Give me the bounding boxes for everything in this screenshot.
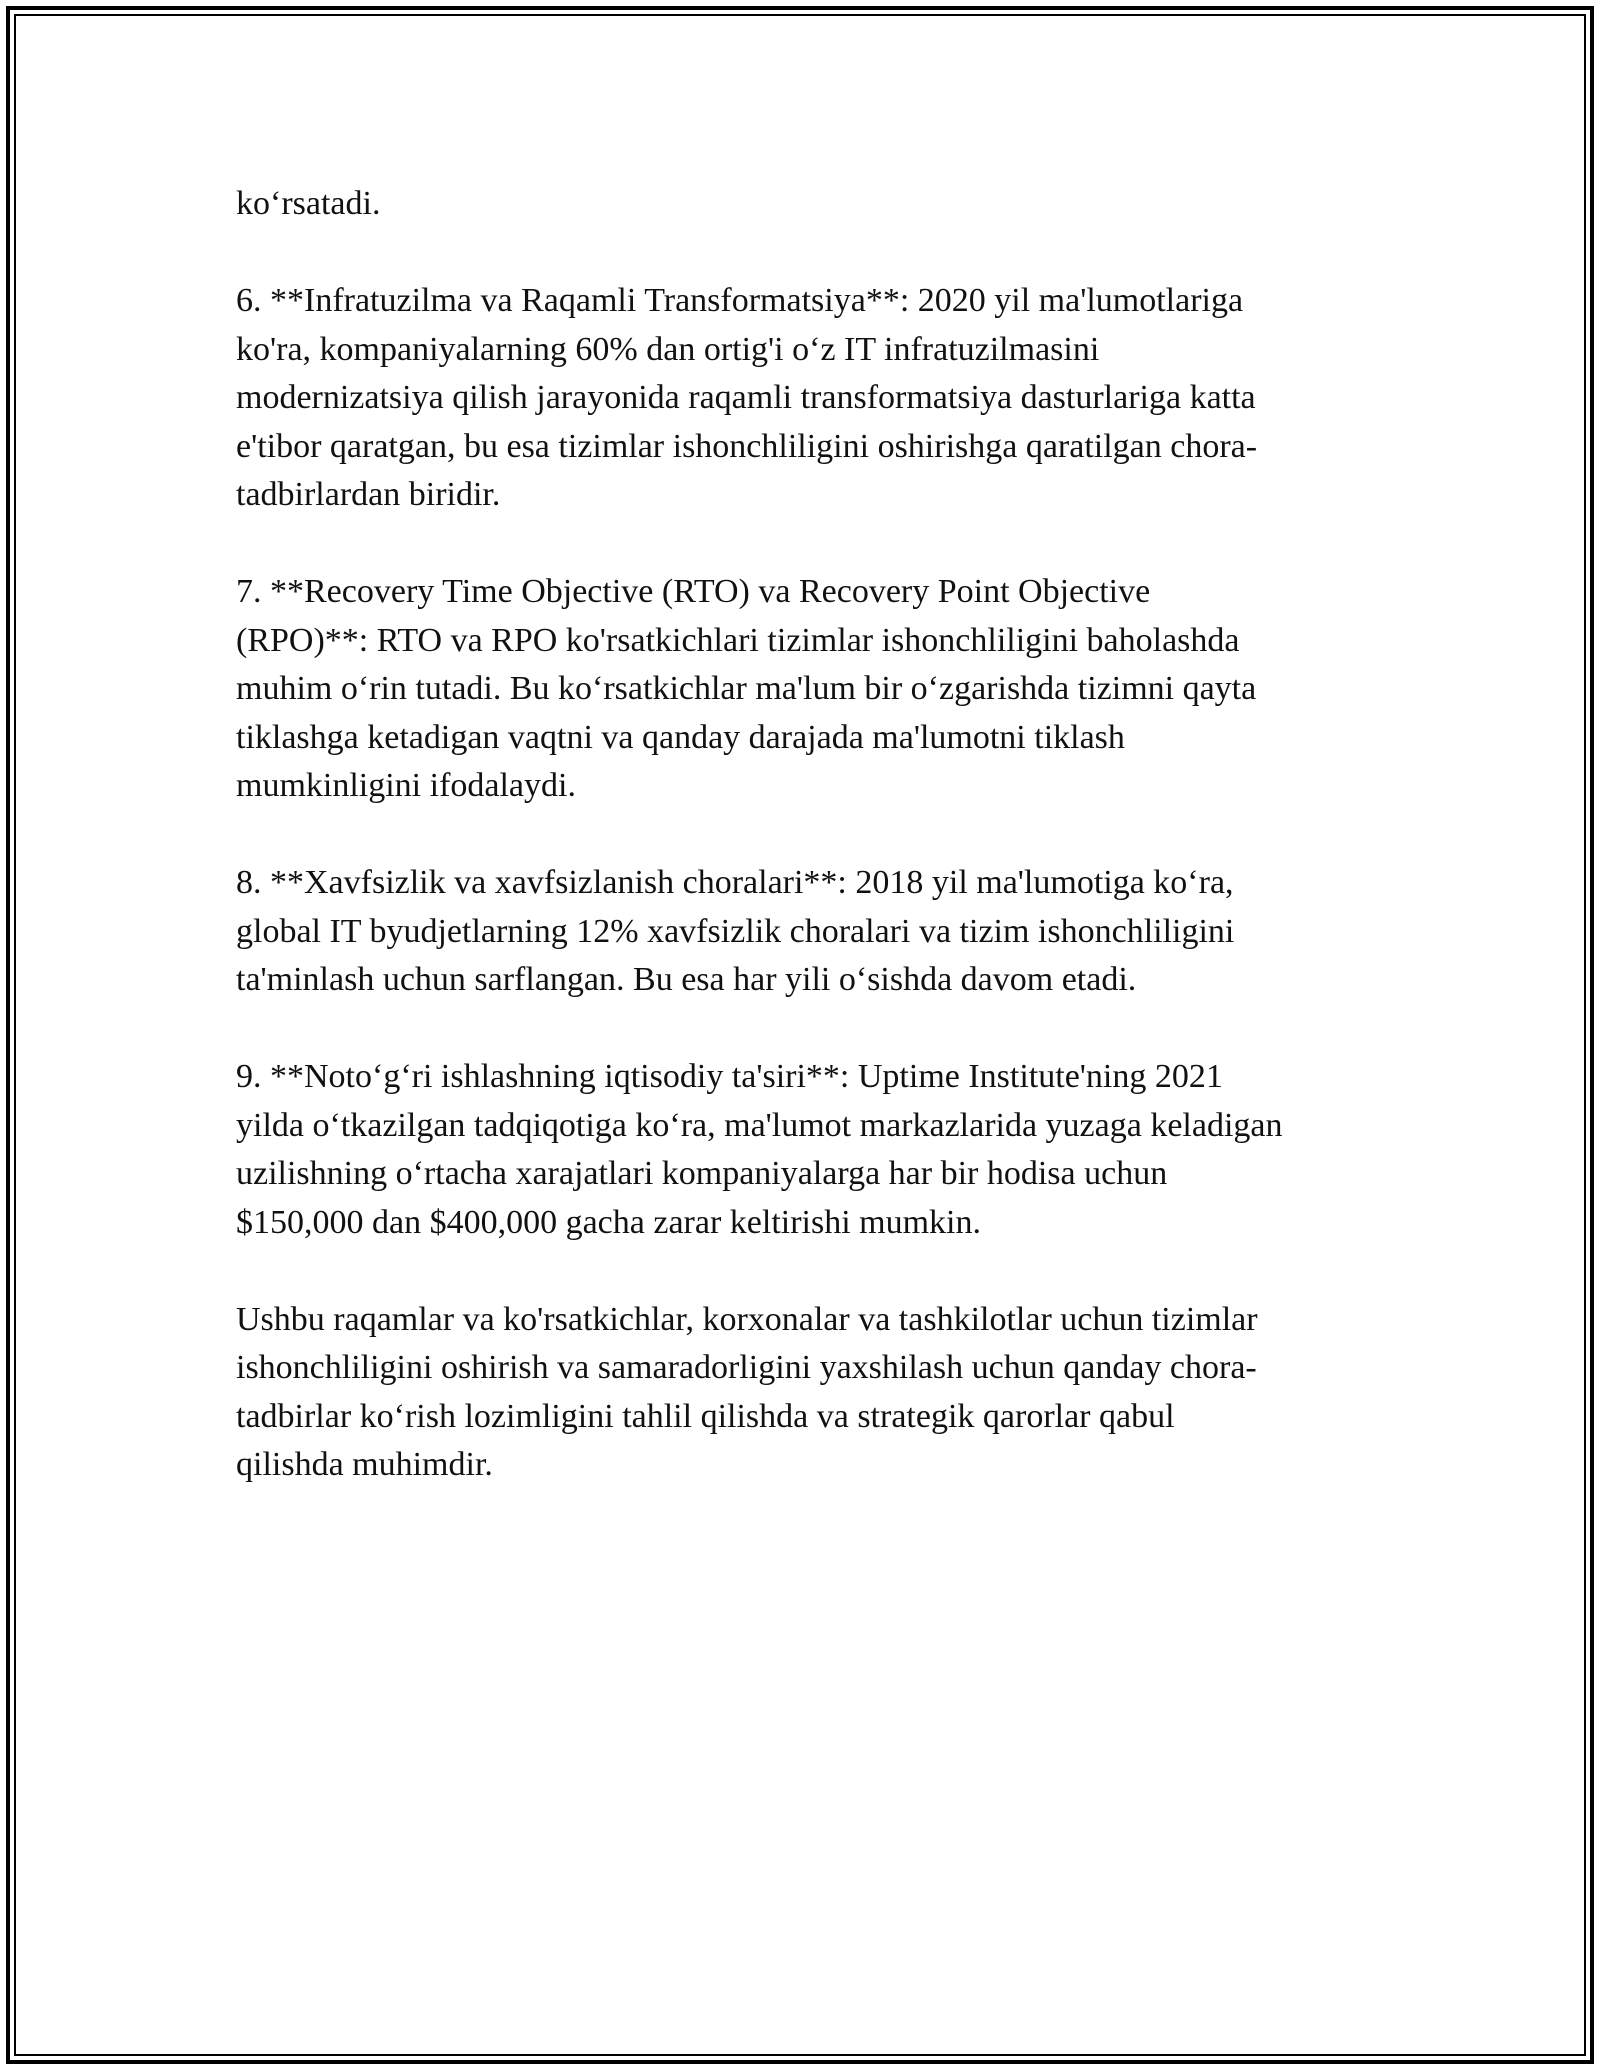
paragraph-item-8: 8. **Xavfsizlik va xavfsizlanish choralari**: 2018 yil ma'lumotiga ko‘ra, global IT byudjetlarning 12% xavfsizlik choralari va tizim ishonchliligini ta'minlash uchun sarflangan. Bu esa har yili o‘sishda davom etadi. bbox=[236, 864, 1235, 998]
paragraph-continuation: ko‘rsatadi. bbox=[236, 185, 381, 222]
paragraph-item-6: 6. **Infratuzilma va Raqamli Transformatsiya**: 2020 yil ma'lumotlariga ko'ra, kompaniyalarning 60% dan ortig'i o‘z IT infratuzilmasini modernizatsiya qilish jarayonida raqamli transformatsiya dasturlariga katta e'tibor qaratgan, bu esa tizimlar ishonchliligini oshirishga qaratilgan chora- tadbirlardan biridir. bbox=[236, 282, 1258, 513]
paragraph-conclusion: Ushbu raqamlar va ko'rsatkichlar, korxonalar va tashkilotlar uchun tizimlar ishonchliligini oshirish va samaradorligini yaxshilash uchun qanday chora- tadbirlar ko‘rish lozimligini tahlil qilishda va strategik qarorlar qabul qilishda muhimdir. bbox=[236, 1300, 1258, 1483]
document-body bbox=[236, 180, 1376, 1538]
paragraph-item-9: 9. **Noto‘g‘ri ishlashning iqtisodiy ta'siri**: Uptime Institute'ning 2021 yilda o‘tkazilgan tadqiqotiga ko‘ra, ma'lumot markazlarida yuzaga keladigan uzilishning o‘rtacha xarajatlari kompaniyalarga har bir hodisa uchun $150,000 dan $400,000 gacha zarar keltirishi mumkin. bbox=[236, 1058, 1283, 1241]
paragraph-item-7: 7. **Recovery Time Objective (RTO) va Recovery Point Objective (RPO)**: RTO va RPO ko'rsatkichlari tizimlar ishonchliligini baholashda muhim o‘rin tutadi. Bu ko‘rsatkichlar ma'lum bir o‘zgarishda tizimni qayta tiklashga ketadigan vaqtni va qanday darajada ma'lumotni tiklash mumkinligini ifodalaydi. bbox=[236, 573, 1257, 804]
